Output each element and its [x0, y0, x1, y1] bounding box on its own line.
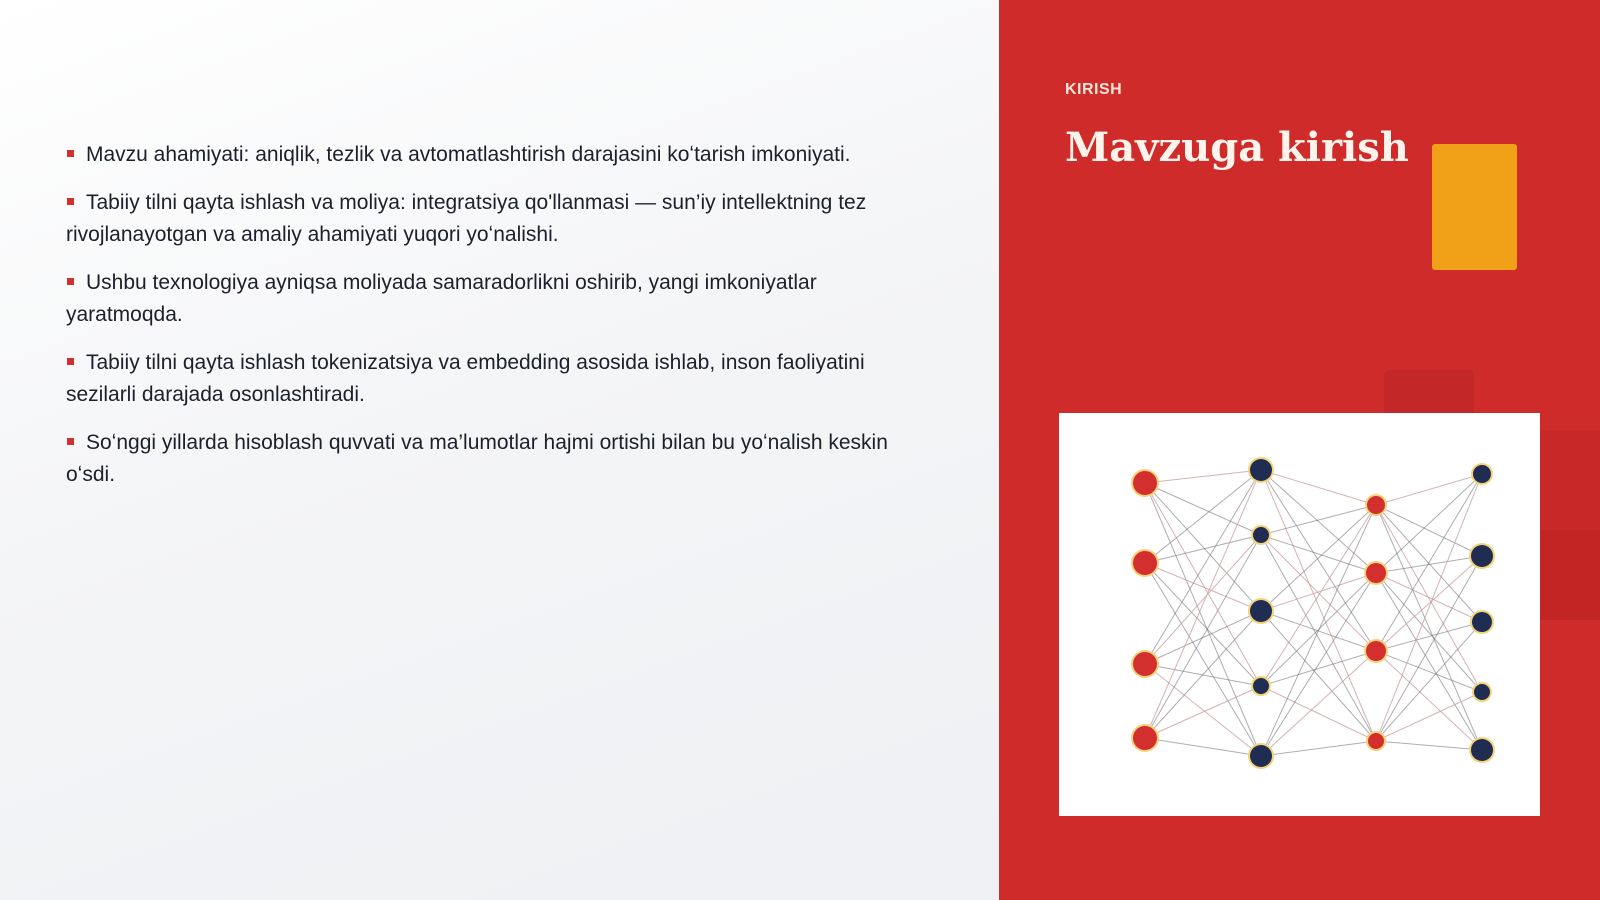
network-edge — [1376, 505, 1482, 622]
network-node — [1133, 726, 1157, 750]
network-edge — [1261, 470, 1376, 651]
network-edge — [1261, 470, 1376, 505]
network-edge — [1261, 686, 1376, 741]
network-node — [1473, 465, 1491, 483]
network-node — [1471, 739, 1493, 761]
network-node — [1472, 612, 1492, 632]
bullet-item — [66, 187, 936, 251]
network-node — [1471, 545, 1493, 567]
network-edge — [1261, 651, 1376, 756]
network-edge — [1145, 686, 1261, 738]
network-edge — [1145, 535, 1261, 738]
bullet-item — [66, 427, 936, 491]
network-edge — [1376, 573, 1482, 622]
title-panel — [999, 0, 1600, 900]
network-node — [1366, 563, 1386, 583]
network-node — [1250, 459, 1272, 481]
bullet-text: Ushbu texnologiya ayniqsa moliyada samaradorlikni oshirib, yangi imkoniyatlar yaratmoqda. — [66, 271, 817, 326]
bullet-text: Tabiiy tilni qayta ishlash va moliya: integratsiya qo'llanmasi — sun’iy intellektning tez rivojlanayotgan va amaliy ahamiyati yuqori yoʻnalishi. — [66, 191, 867, 246]
network-node — [1367, 496, 1385, 514]
bullet-marker-icon — [67, 198, 74, 205]
network-edge — [1145, 535, 1261, 664]
network-edge — [1145, 483, 1261, 756]
network-edge — [1261, 535, 1376, 573]
network-edges — [1145, 470, 1482, 756]
slide-title: Mavzuga kirish — [1065, 124, 1409, 171]
bullet-item — [66, 267, 936, 331]
bullet-text: Tabiiy tilni qayta ishlash tokenizatsiya va embedding asosida ishlab, inson faoliyatini sezilarli darajada osonlashtiradi. — [66, 351, 865, 406]
network-edge — [1261, 573, 1376, 756]
bullet-marker-icon — [67, 438, 74, 445]
network-node — [1253, 527, 1269, 543]
network-edge — [1145, 470, 1261, 664]
network-edge — [1376, 573, 1482, 692]
network-node — [1133, 471, 1157, 495]
network-edge — [1145, 664, 1261, 756]
network-node — [1474, 684, 1490, 700]
bullet-text: Mavzu ahamiyati: aniqlik, tezlik va avtomatlashtirish darajasini koʻtarish imkoniyati. — [86, 143, 851, 166]
network-node — [1253, 678, 1269, 694]
network-edge — [1145, 738, 1261, 756]
network-node — [1133, 551, 1157, 575]
network-edge — [1376, 692, 1482, 741]
bullet-marker-icon — [67, 278, 74, 285]
network-edge — [1145, 611, 1261, 738]
network-node — [1250, 745, 1272, 767]
bullet-marker-icon — [67, 358, 74, 365]
network-edge — [1376, 651, 1482, 692]
section-kicker: KIRISH — [1065, 81, 1123, 98]
neural-network-icon — [1059, 413, 1540, 816]
network-edge — [1261, 535, 1376, 741]
bullet-item — [66, 347, 936, 411]
network-node — [1250, 600, 1272, 622]
bullet-text: Soʻnggi yillarda hisoblash quvvati va ma’lumotlar hajmi ortishi bilan bu yoʻnalish keskin oʻsdi. — [66, 431, 888, 486]
bullet-marker-icon — [67, 150, 74, 157]
neural-network-image — [1059, 413, 1540, 816]
network-edge — [1145, 470, 1261, 483]
network-node — [1368, 733, 1384, 749]
network-edge — [1261, 535, 1376, 651]
network-edge — [1376, 741, 1482, 750]
network-edge — [1376, 505, 1482, 692]
bullet-list — [66, 139, 936, 507]
network-node — [1133, 652, 1157, 676]
accent-block — [1432, 144, 1517, 270]
bullet-item — [66, 139, 936, 171]
network-edge — [1376, 505, 1482, 556]
network-nodes — [1131, 457, 1495, 769]
network-node — [1366, 641, 1386, 661]
network-edge — [1261, 741, 1376, 756]
